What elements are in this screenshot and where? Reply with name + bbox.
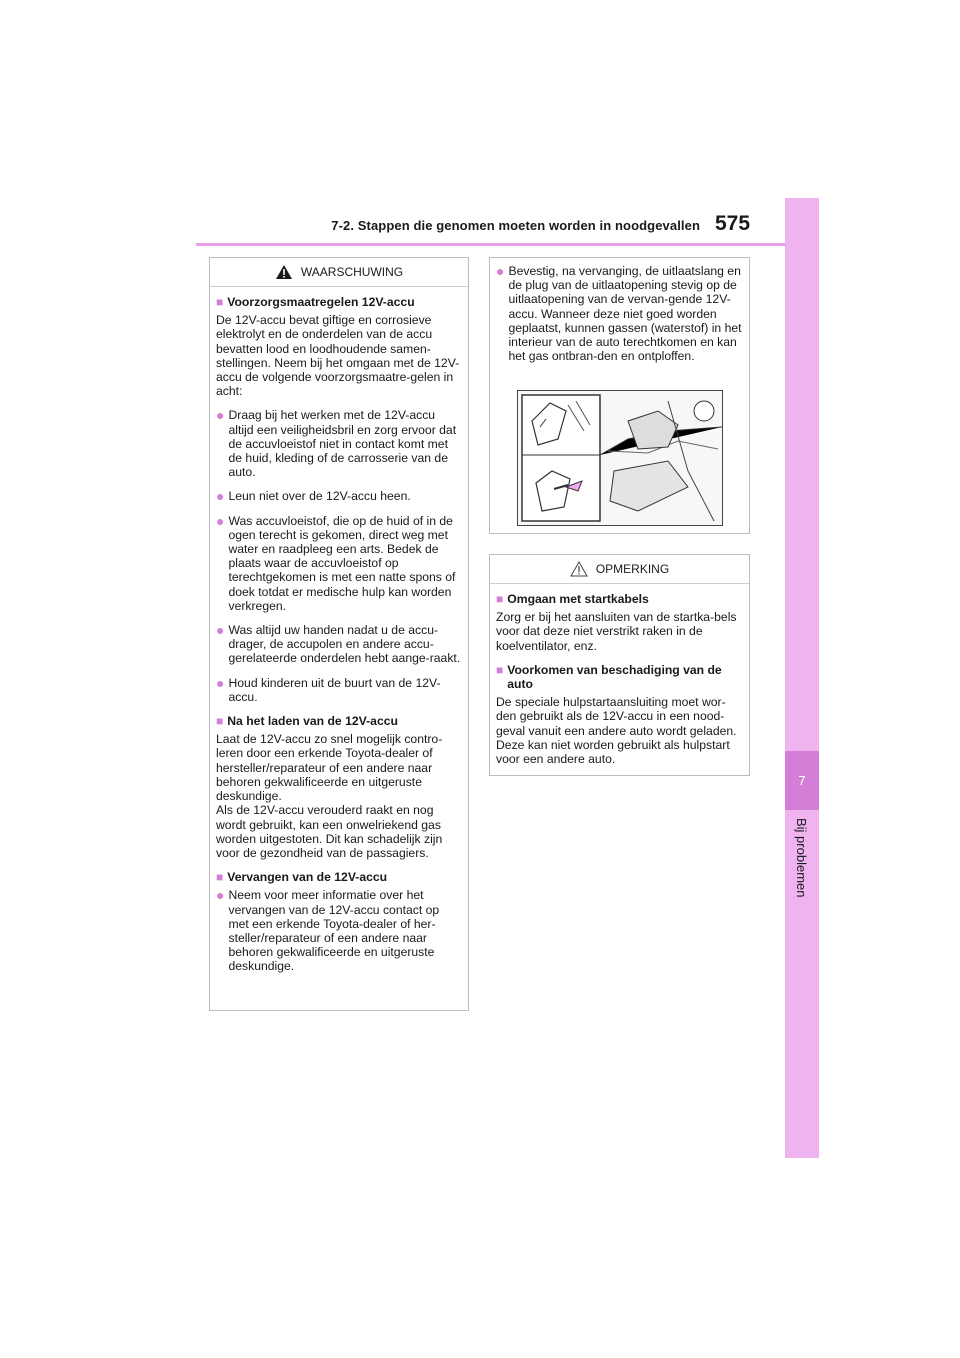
side-tab-number: 7 [785,751,819,810]
section-title: ■ Na het laden van de 12V-accu [216,714,398,729]
list-item: ● Houd kinderen uit de buurt van de 12V-accu. [216,674,441,704]
warning-heading: WAARSCHUWING [300,265,404,279]
battery-illustration [517,390,723,526]
paragraph: De speciale hulpstartaansluiting moet wor-den gebruikt als de 12V-accu in een nood-geval vanuit een andere auto wordt geladen. Deze kan niet worden gebruikt als hulpstart voor een andere auto. [496,695,737,767]
list-item: ● Was accuvloeistof, die op de huid of in de ogen terecht is gekomen, direct weg met water en raadpleeg een arts. Bedek de plaats waar de accuvloeistof op terechtgekomen is met een natte spons of doek totdat er medische hulp kan worden verkregen. [216,512,456,613]
section-title: ■ Omgaan met startkabels [496,592,649,606]
paragraph: Als de 12V-accu verouderd raakt en nog wordt gebruikt, kan een onwelriekend gas worden uitgestoten. Dit kan schadelijk zijn voor de gezondheid van de passagiers. [216,803,443,860]
notice-box [489,554,750,776]
paragraph: De 12V-accu bevat giftige en corrosieve elektrolyt en de onderdelen van de accu bevatten lood en loodhoudende samen-stellingen. Neem bij het omgaan met de 12V-accu de volgende voorzorgsmaatre-gelen in acht: [216,313,460,399]
caution-icon [570,561,588,577]
list-item: ● Was altijd uw handen nadat u de accu-drager, de accupolen en andere accu-gerelateerde onderdelen hebt aange-raakt. [216,622,461,666]
list-item: ● Draag bij het werken met de 12V-accu altijd een veiligheidsbril en zorg ervoor dat de accuvloeistof niet in contact komt met de huid, kleding of de carrosserie van de auto. [216,407,457,480]
notice-heading: OPMERKING [595,562,670,576]
warning-header [210,258,468,287]
warning-box [209,257,469,1011]
section-title: ■ Voorzorgsmaatregelen 12V-accu [216,295,415,309]
list-item: ● Neem voor meer informatie over het vervangen van de 12V-accu contact op met een erkende Toyota-dealer of her-steller/reparateur of een andere naar behoren gekwalificeerde en uitgeruste deskundige. [216,887,440,974]
list-item: ● Leun niet over de 12V-accu heen. [216,488,411,505]
notice-header [490,555,749,584]
chapter-title: 7-2. Stappen die genomen moeten worden in noodgevallen [331,218,700,233]
paragraph: Zorg er bij het aansluiten van de startka-bels voor dat deze niet verstrikt raken in de koelventilator, enz. [496,610,737,653]
warning-icon [275,264,293,280]
side-tab [785,198,819,1158]
paragraph: Laat de 12V-accu zo snel mogelijk contro-leren door een erkende Toyota-dealer of hersteller/reparateur of een andere naar behoren gekwalificeerde en uitgeruste deskundige. [216,732,443,804]
header-divider [196,243,786,246]
list-item: ● Bevestig, na vervanging, de uitlaatslang en de plug van de uitlaatopening stevig op de uitlaatopening van de vervan-gende 12V-accu. Wanneer deze niet goed worden geplaatst, kunnen gassen (waterstof) in het interieur van de auto terechtkomen en kan het gas ontbran-den en ontploffen. [496,263,742,364]
side-tab-label: Bij problemen [794,818,809,898]
battery-illustration-drawing [518,391,722,525]
page-number: 575 [715,212,751,235]
section-title: ■ Voorkomen van beschadiging van de auto [496,662,722,692]
section-title: ■ Vervangen van de 12V-accu [216,870,388,885]
